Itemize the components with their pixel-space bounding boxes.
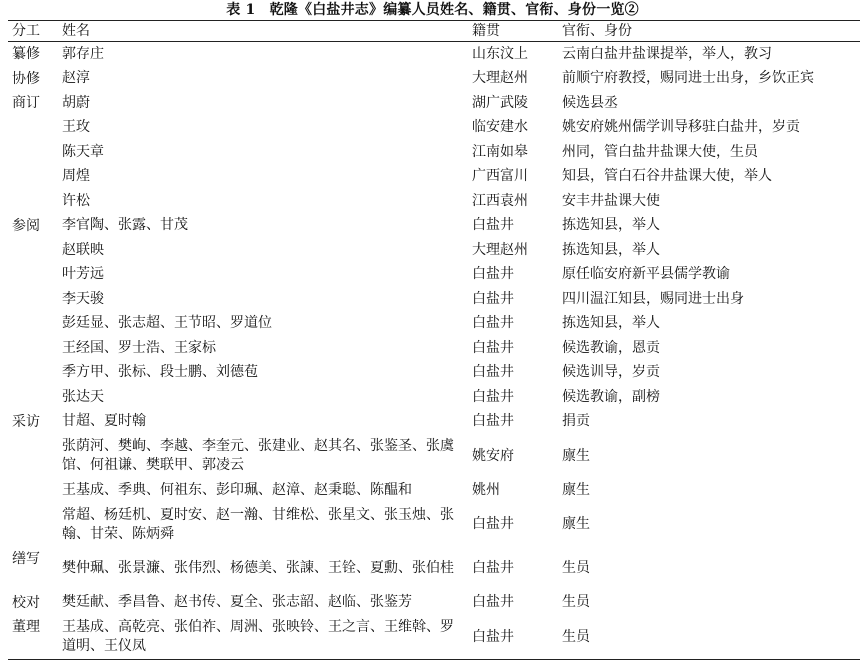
cell-title: 原任临安府新平县儒学教谕	[562, 266, 730, 283]
cell-origin: 白盐井	[472, 364, 514, 381]
cell-name: 甘超、夏时翰	[62, 413, 146, 430]
header-title: 官衔、身份	[562, 23, 632, 39]
cell-role	[8, 503, 58, 547]
cell-title: 候选训导，岁贡	[562, 364, 660, 381]
cell-name: 李天骏	[62, 290, 104, 307]
cell-title: 候选县丞	[562, 94, 618, 111]
cell-title: 拣选知县，举人	[562, 315, 660, 332]
cell-title: 安丰井盐课大使	[562, 192, 660, 209]
cell-role: 商订	[12, 95, 40, 111]
cell-name: 常超、杨廷机、夏时安、赵一瀚、甘维松、张星文、张玉烛、张翰、甘荣、陈炳舜	[62, 506, 454, 542]
table-row	[8, 336, 860, 361]
cell-name: 张达天	[62, 388, 104, 405]
cell-origin: 白盐井	[472, 628, 514, 645]
table-row	[8, 410, 860, 435]
cell-title: 云南白盐井盐课提举，举人，教习	[562, 45, 772, 62]
header-name: 姓名	[62, 23, 90, 39]
cell-origin: 临安建水	[472, 119, 528, 136]
table-row	[8, 478, 860, 503]
cell-origin: 白盐井	[472, 516, 514, 532]
cell-name: 彭廷显、张志超、王节昭、罗道位	[62, 315, 272, 332]
cell-name: 陈天章	[62, 143, 104, 160]
cell-role: 纂修	[12, 46, 40, 62]
cell-name: 樊廷献、季昌鲁、赵书传、夏全、张志韶、赵临、张鉴芳	[62, 594, 412, 611]
cell-role	[8, 116, 58, 141]
cell-name: 王基成、季典、何祖东、彭印珮、赵漳、赵秉聪、陈醖和	[62, 481, 412, 498]
cell-origin: 白盐井	[472, 217, 514, 234]
table-row	[8, 238, 860, 263]
cell-name: 张荫河、樊峋、李越、李奎元、张建业、赵其名、张鉴圣、张虞馆、何祖谦、樊联甲、郭凌云	[62, 438, 454, 473]
table-row	[8, 503, 860, 547]
cell-origin: 姚安府	[472, 447, 514, 464]
cell-title: 廪生	[562, 447, 590, 464]
cell-origin: 白盐井	[472, 594, 514, 611]
cell-origin: 大理赵州	[472, 70, 528, 87]
cell-title: 生员	[562, 560, 590, 576]
table-row	[8, 591, 860, 616]
cell-title: 廪生	[562, 516, 590, 532]
cell-role: 协修	[12, 70, 40, 87]
table-row	[8, 434, 860, 478]
cell-origin: 湖广武陵	[472, 94, 528, 111]
cell-title: 州同，管白盐井盐课大使，生员	[562, 143, 758, 160]
table-row	[8, 615, 860, 660]
table-body	[8, 42, 860, 660]
cell-title: 廪生	[562, 481, 590, 498]
table-container	[8, 20, 860, 660]
table-row	[8, 189, 860, 214]
table-header	[8, 21, 860, 42]
cell-origin: 白盐井	[472, 290, 514, 307]
cell-title: 候选教谕，副榜	[562, 388, 660, 405]
cell-name: 叶芳远	[62, 266, 104, 283]
cell-title: 捐贡	[562, 413, 590, 430]
header-origin: 籍贯	[472, 23, 500, 39]
cell-role	[8, 238, 58, 263]
cell-role	[8, 312, 58, 337]
cell-role	[8, 385, 58, 410]
cell-role: 董理	[12, 619, 40, 635]
cell-name: 王玫	[62, 119, 90, 136]
cell-role	[8, 189, 58, 214]
cell-title: 生员	[562, 594, 590, 611]
table-row	[8, 214, 860, 239]
cell-origin: 白盐井	[472, 339, 514, 356]
personnel-table	[8, 20, 860, 660]
table-row	[8, 547, 860, 591]
cell-role	[8, 478, 58, 503]
cell-title: 拣选知县，举人	[562, 217, 660, 234]
cell-name: 许松	[62, 192, 90, 209]
cell-title: 知县，管白石谷井盐课大使，举人	[562, 168, 772, 185]
cell-name: 郭存庄	[62, 45, 104, 62]
table-row	[8, 385, 860, 410]
cell-title: 生员	[562, 628, 590, 645]
cell-name: 樊仲珮、张景濂、张伟烈、杨德美、张諌、王铨、夏勳、张伯桂	[62, 560, 454, 576]
cell-role: 采访	[12, 413, 40, 430]
cell-role	[8, 263, 58, 288]
table-row	[8, 42, 860, 67]
cell-origin: 江西袁州	[472, 192, 528, 209]
cell-title: 候选教谕，恩贡	[562, 339, 660, 356]
table-row	[8, 91, 860, 116]
cell-role	[8, 140, 58, 165]
cell-role: 校对	[12, 594, 40, 611]
cell-origin: 江南如皋	[472, 143, 528, 160]
cell-name: 王基成、高乾亮、张伯祚、周洲、张映铃、王之言、王维斡、罗道明、王仪凤	[62, 619, 454, 654]
cell-origin: 广西富川	[472, 168, 528, 185]
table-row	[8, 263, 860, 288]
cell-origin: 白盐井	[472, 388, 514, 405]
table-row	[8, 67, 860, 92]
cell-origin: 白盐井	[472, 413, 514, 430]
table-row	[8, 361, 860, 386]
header-role: 分工	[12, 23, 40, 39]
table-row	[8, 140, 860, 165]
cell-title: 四川温江知县，赐同进士出身	[562, 290, 744, 307]
cell-role	[8, 165, 58, 190]
cell-name: 季方甲、张标、段士鹏、刘德苞	[62, 364, 258, 381]
cell-origin: 白盐井	[472, 315, 514, 332]
cell-title: 前顺宁府教授，赐同进士出身，乡饮正宾	[562, 70, 814, 87]
cell-name: 周煌	[62, 168, 90, 185]
cell-origin: 白盐井	[472, 560, 514, 576]
header-row	[8, 21, 860, 42]
table-row	[8, 287, 860, 312]
table-row	[8, 312, 860, 337]
cell-name: 李官陶、张露、甘茂	[62, 217, 188, 234]
cell-role	[8, 336, 58, 361]
cell-origin: 大理赵州	[472, 241, 528, 258]
table-row	[8, 165, 860, 190]
cell-origin: 山东汶上	[472, 45, 528, 62]
cell-name: 王经国、罗士浩、王家标	[62, 339, 216, 356]
cell-name: 赵联映	[62, 241, 104, 258]
cell-origin: 姚州	[472, 481, 500, 498]
cell-role: 缮写	[12, 550, 40, 567]
table-row	[8, 116, 860, 141]
cell-title: 姚安府姚州儒学训导移驻白盐井，岁贡	[562, 119, 800, 136]
cell-role	[8, 434, 58, 478]
cell-role: 参阅	[12, 217, 40, 234]
cell-origin: 白盐井	[472, 266, 514, 283]
cell-role	[8, 287, 58, 312]
cell-name: 赵淳	[62, 70, 90, 87]
cell-title: 拣选知县，举人	[562, 241, 660, 258]
cell-name: 胡蔚	[62, 94, 90, 111]
cell-role	[8, 361, 58, 386]
table-caption: 表 1 乾隆《白盐井志》编纂人员姓名、籍贯、官衔、身份一览②	[226, 2, 639, 18]
